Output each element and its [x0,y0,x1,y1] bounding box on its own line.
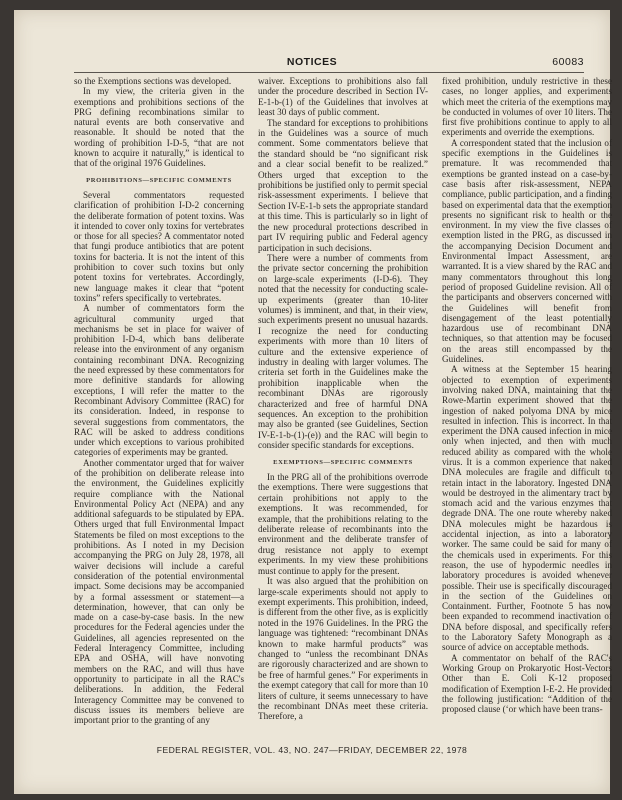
section-heading: PROHIBITIONS—SPECIFIC COMMENTS [86,176,232,184]
paragraph: The standard for exceptions to prohibitions in the Guidelines was a source of much comment. Some commentators believe that the standard should be “no significant risk and a clear social benefit to be realized.” Others urged that exception to the prohibitions be justified only to permit special risk-assessment experiments. I believe that Section IV-E-1-b sets the appropriate standard at this time. This is particularly so in light of the new procedural protections described in part IV requiring public and Federal agency participation in such decisions. [258,117,428,253]
text-column-2 [258,76,428,722]
section-heading: EXEMPTIONS—SPECIFIC COMMENTS [273,458,413,466]
paragraph: In the PRG all of the prohibitions overrode the exemptions. There were suggestions that certain prohibitions not apply to the exemptions. It was recommended, for example, that the prohibitions relating to the deliberate release of recombinants into the environment and the deliberate transfer of drug resistance not apply to exempt experiments. In my view these prohibitions must continue to apply for the present. [258,472,428,576]
text-column-3 [442,76,612,714]
text-column-1 [74,76,244,725]
page-header [14,56,610,78]
page-footer: FEDERAL REGISTER, VOL. 43, NO. 247—FRIDAY, DECEMBER 22, 1978 [156,745,468,755]
paragraph: A number of commentators form the agricultural community urged that mechanisms be set in place for waiver of prohibition I-D-4, which bans deliberate release into the environment of any organism containing recombinant DNA. Recognizing the need expressed by these commentators for more definitive standards for allowing exceptions, I will refer the matter to the Recombinant Advisory Committee (RAC) for its consideration. Indeed, in response to several suggestions from commentators, the RAC will be asked to address conditions under which exceptions to various prohibited categories of experiments may be granted. [74,303,244,458]
header-rule [74,72,584,73]
paragraph-continuation: so the Exemptions sections was developed. [74,76,232,86]
paragraph: It was also argued that the prohibition on large-scale experiments should not apply to exempt experiments. This prohibition, indeed, is different from the other five, as is explicitly noted in the 1976 Guidelines. In the PRG the language was tightened: “recombinant DNAs known to make harmful products” was changed to “unless the recombinant DNAs are rigorously characterized and are shown to be free of harmful genes.” For experiments in the exempt category that call for more than 10 liters of culture, it seems unnecessary to have the recombinant DNAs meet these criteria. Therefore, a [258,576,428,722]
paragraph-continuation: waiver. Exceptions to prohibitions also fall under the procedure described in Section IV-E-1-b-(1) of the Guidelines that involves at least 30 days of public comment. [258,76,428,118]
paragraph: A witness at the September 15 hearing objected to exemption of experiments involving naked DNA, maintaining that the Rowe-Martin experiment showed that the ingestion of naked polyoma DNA by mice resulted in infection. This is incorrect. In that experiment the DNA caused infection in mice only when injected, and then with much reduced ability as compared with the whole virus. It is a common experience that naked DNA molecules are fragile and difficult to retain intact in the laboratory. Ingested DNA would be destroyed in the alimentary tract by stomach acid and the various enzymes that degrade DNA. The one route whereby naked DNA molecules might be hazardous is accidental injection, as into a laboratory worker. The same could be said for many of the chemicals used in experiments. For this reason, the use of hypodermic needles in laboratory procedures is avoided whenever possible. Their use is specifically discouraged in the section of the Guidelines on Containment. Further, Footnote 5 has now been expanded to recommend inactivation of DNA before disposal, and specifically refers to the Laboratory Safety Monograph as a source of advice on acceptable methods. [442,364,612,653]
paragraph: Another commentator urged that for waiver of the prohibition on deliberate release into the environment, the Guidelines explicitly require compliance with the National Environmental Policy Act (NEPA) and any additional safeguards to be stipulated by EPA. Others urged that full Environmental Impact Statements be filed on most exceptions to the prohibitions. As I noted in my Decision accompanying the PRG on July 28, 1978, all waiver decisions will include a careful consideration of the potential environmental impact. Some decisions may be accompanied by a formal assessment or statement—a determination, however, that can only be made on a case-by-case basis. In the new procedures for the Federal agencies under the Guidelines, all agencies represented on the Federal Interagency Committee, including EPA and OSHA, will have nonvoting members on the RAC, and will thus have opportunity to participate in all the RAC's deliberations. In addition, the Federal Interagency Committee may be convened to discuss issues its members believe are important prior to the granting of any [74,457,244,726]
paragraph: A commentator on behalf of the RAC's Working Group on Prokaryotic Host-Vectors Other than E. Coli K-12 proposed modification of Exemption I-E-2. He provided the following justification: “Addition of the proposed clause (‘or which have been trans- [442,652,612,715]
paragraph-continuation: fixed prohibition, unduly restrictive in these cases, no longer applies, and experiments which meet the criteria of the exemptions may be conducted in volumes of over 10 liters. The first five prohibitions continue to apply to all experiments and override the exemptions. [442,76,612,138]
paragraph: In my view, the criteria given in the exemptions and prohibitions sections of the PRG defining recombinations similar to natural events are both conservative and reasonable. It should be noted that the wording of prohibition I-D-5, “that are not known to acquire it naturally,” is identical to that of the original 1976 Guidelines. [74,86,244,169]
paragraph: A correspondent stated that the inclusion of specific exemptions in the Guidelines is premature. It was recommended that exemptions be granted instead on a case-by-case basis after risk-assessment, NEPA compliance, public participation, and a finding based on experimental data that the exemption presents no significant risk to health or the environment. In my view the five classes of exemption listed in the PRG, as discussed in the accompanying Decision Document and Environmental Impact Assessment, are warranted. It is a view shared by the RAC and many commentators throughout this long period of proposed Guideline revision. All of the participants and observers concerned with the Guidelines will benefit from disengagement of the least potentially hazardous use of recombinant DNA techniques, so that attention may be focused on the areas still encompassed by the Guidelines. [442,137,612,365]
section-title: NOTICES [286,56,338,68]
paragraph: Several commentators requested clarification of prohibition I-D-2 concerning the deliberate formation of potent toxins. Was it intended to cover only toxins for vertebrates or those for all species? A commentator noted that fungi produce antibiotics that are potent toxins for bacteria. It is not the intent of this prohibition to cover such toxins but only potent toxins for vertebrates. Accordingly, new language makes it clear that “potent toxins” refers specifically to vertebrates. [74,189,244,303]
paragraph: There were a number of comments from the private sector concerning the prohibition on large-scale experiments (I-D-6). They noted that the necessity for conducting scale-up experiments (greater than 10-liter volumes) is imminent, and that, in their view, such experiments present no unusual hazards. I recognize the need for conducting experiments with more than 10 liters of culture and the extensive experience of industry in dealing with larger volumes. The criteria set forth in the Guidelines make the prohibition inapplicable when the recombinant DNAs are rigorously characterized and free of harmful DNA sequences. An exception to the prohibition may also be granted (see Guidelines, Section IV-E-1-b-(1)-(e)) and the RAC will begin to consider specific standards for exceptions. [258,252,428,451]
document-page [14,10,610,794]
page-number: 60083 [552,56,584,68]
